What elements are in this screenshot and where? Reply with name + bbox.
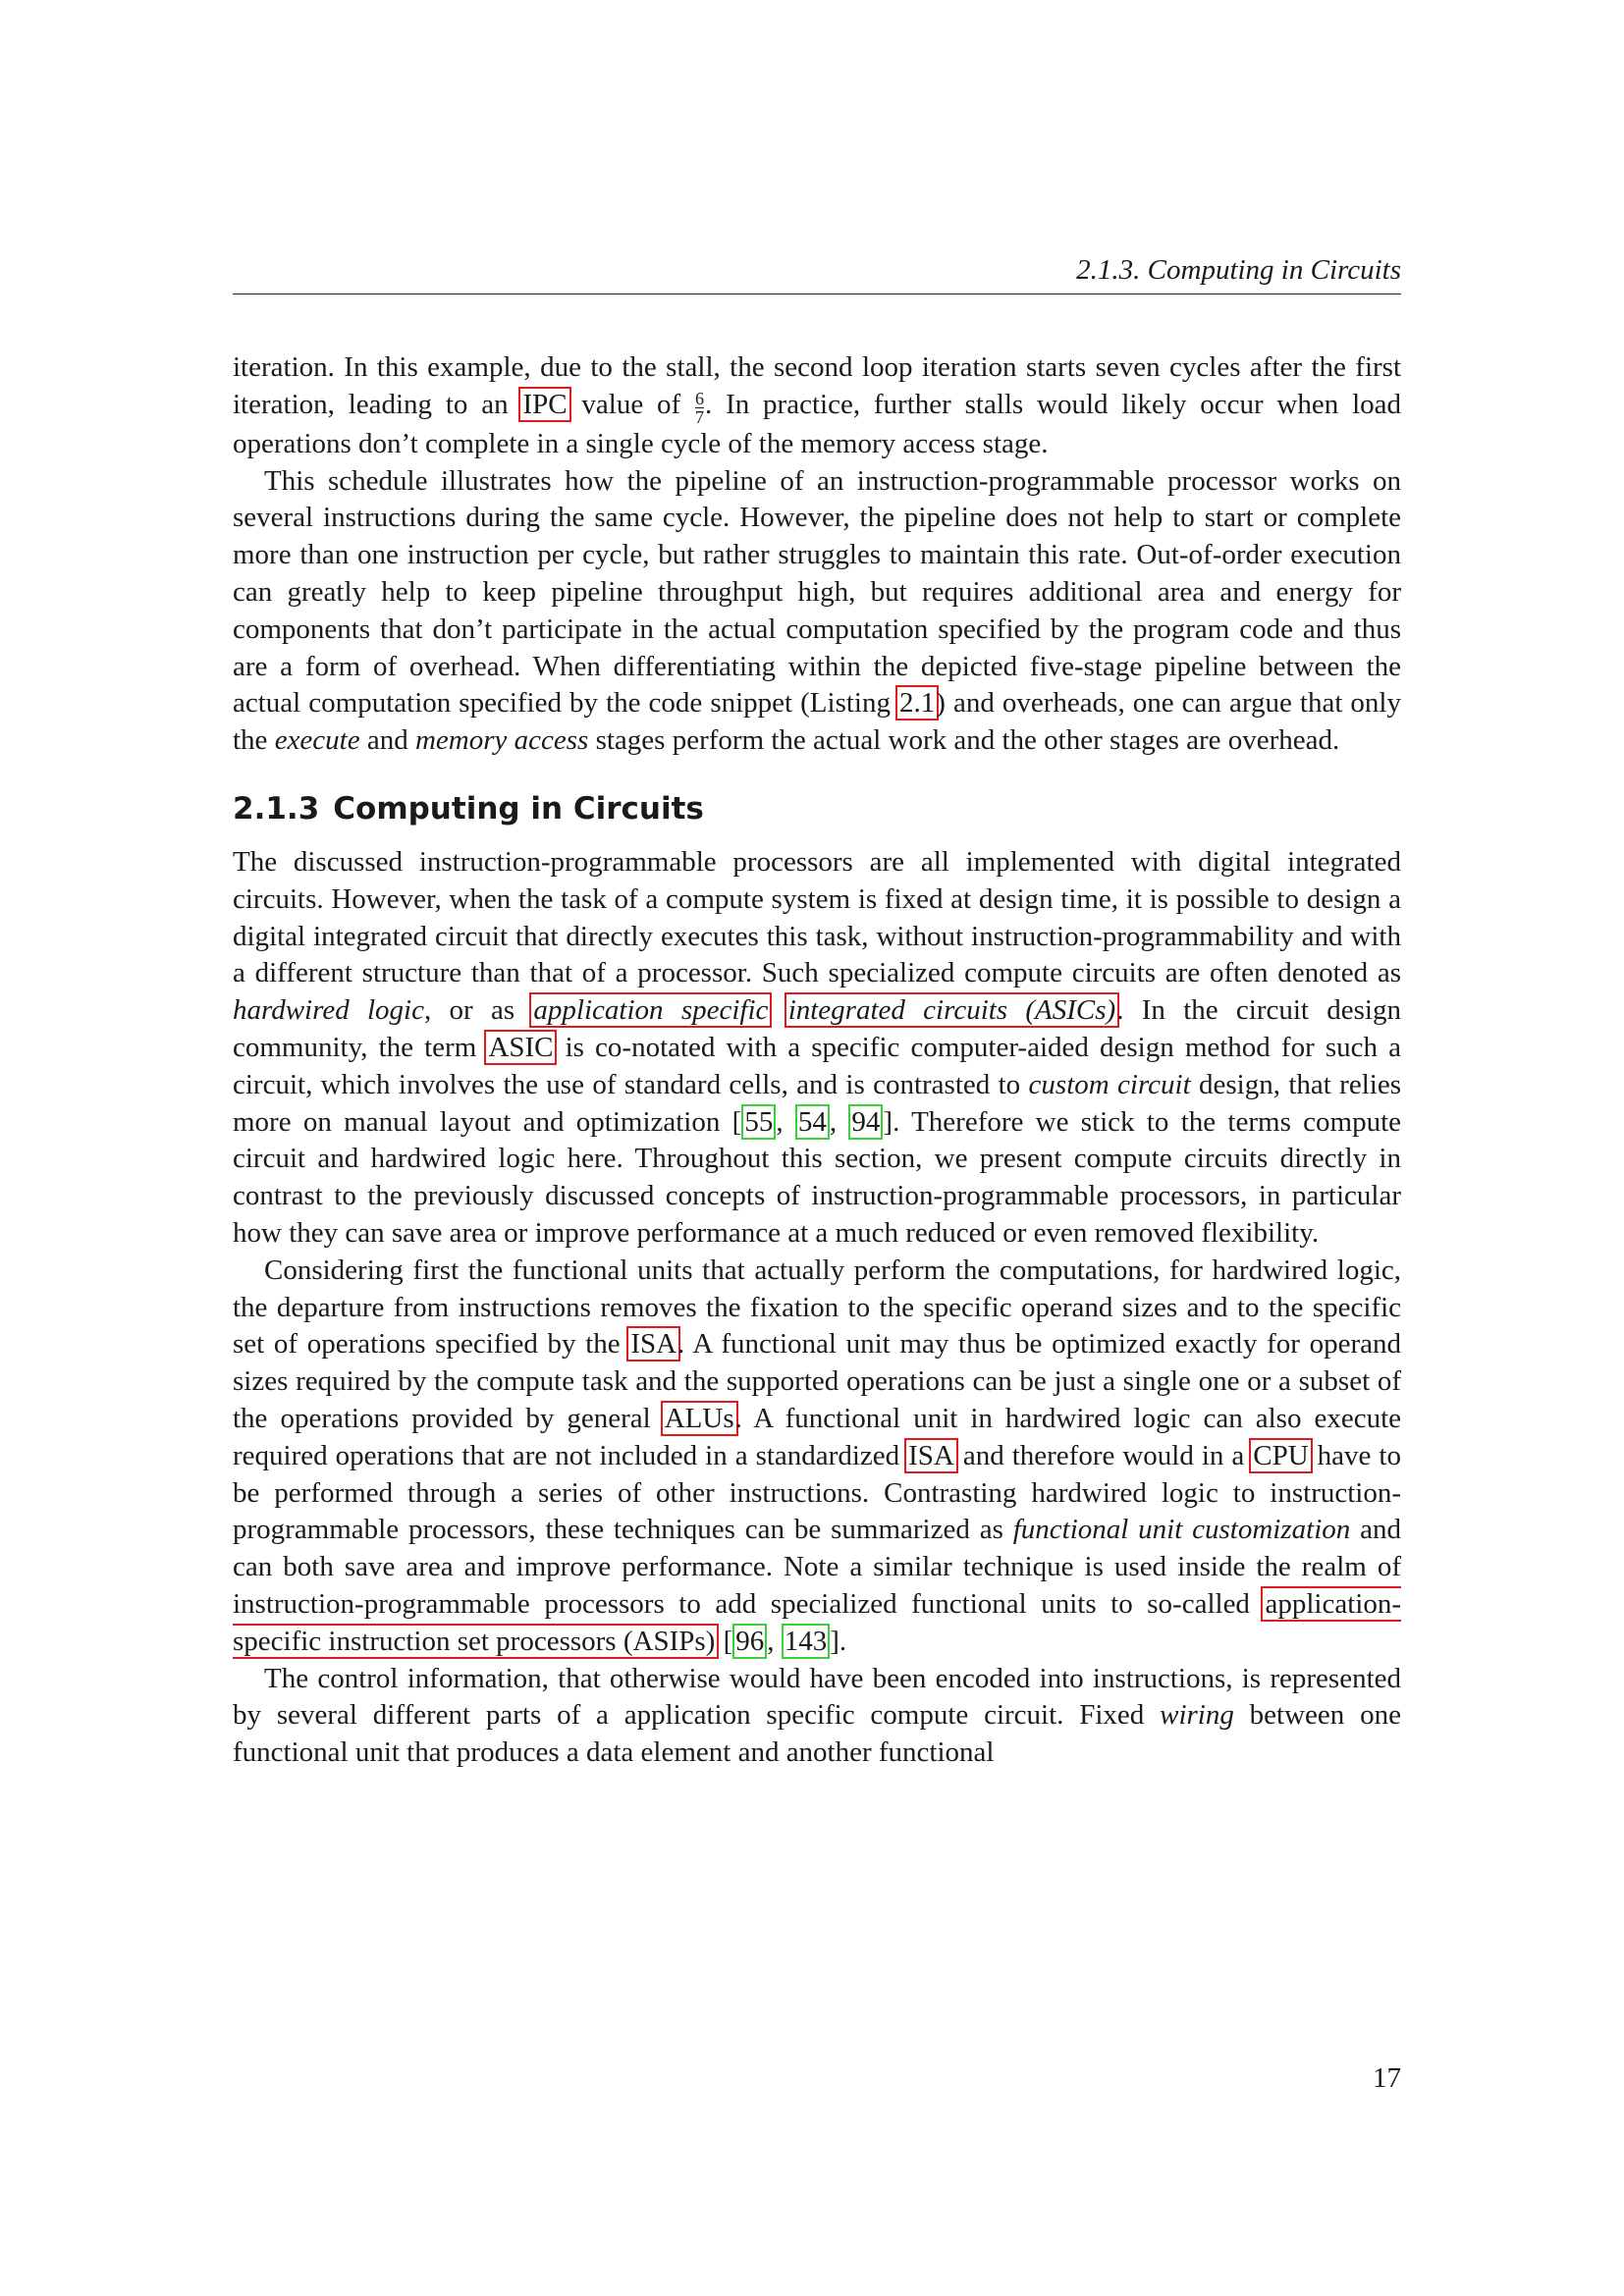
acronym-link-asics-cont[interactable]: integrated circuits (ASICs) xyxy=(785,992,1120,1028)
text-run: and therefore would in a xyxy=(954,1439,1253,1471)
citation-link-94[interactable]: 94 xyxy=(848,1104,883,1140)
paragraph-5 xyxy=(233,1661,1401,1772)
citation-link-96[interactable]: 96 xyxy=(732,1624,767,1659)
section-heading xyxy=(233,789,1401,828)
page-number: 17 xyxy=(1373,2062,1401,2094)
text-run: This schedule illustrates how the pipeline of an instruction-programmable processor works on several instructions during the same cycle. However, the pipeline does not help to start or complete more than one instruction per cycle, but rather struggles to maintain this rate. Out-of-order execution can greatly help to keep pipeline throughput high, but requires additional area and energy for components that don’t participate in the actual computation specified by the program code and thus are a form of overhead. When differentiating within the depicted five-stage pipeline between the actual computation specified by the code snippet (Listing xyxy=(233,464,1401,720)
text-run: ) and overheads, one can argue that only the xyxy=(233,687,1401,757)
text-run: iteration. In this example, due to the stall, the second loop iteration starts seven cycles after the first iteration, leading to an xyxy=(233,351,1401,420)
text-run: have to be performed through a series of other instructions. Contrasting hardwired logic to instruction-programmable processors, these techniques can be summarized as xyxy=(233,1439,1401,1546)
text-run: and can both save area and improve performance. Note a similar technique is used inside the realm of instruction-programmable processors to add specialized functional units to so-called xyxy=(233,1514,1401,1620)
citation-link-54[interactable]: 54 xyxy=(795,1104,830,1140)
text-run: The discussed instruction-programmable processors are all implemented with digital integrated circuits. However, when the task of a compute system is fixed at design time, it is possible to design a digital integrated circuit that directly executes this task, without instruction-programmability and with a different structure than that of a processor. Such specialized compute circuits are often denoted as xyxy=(233,845,1401,989)
text-run: . A functional unit in hardwired logic can also execute required operations that are not included in a standardized xyxy=(233,1402,1402,1471)
fraction-numerator: 6 xyxy=(695,388,705,408)
text-run: . A functional unit may thus be optimized exactly for operand sizes required by the compute task and the supported operations can be just a single one or a subset of the operations provided by general xyxy=(233,1328,1401,1434)
listing-link[interactable]: 2.1 xyxy=(895,685,939,721)
running-head: 2.1.3. Computing in Circuits xyxy=(1076,254,1401,286)
paragraph-3 xyxy=(233,844,1401,1253)
text-run: ]. Therefore we stick to the terms compute circuit and hardwired logic here. Throughout this section, we present compute circuits directly in contrast to the previously discussed concepts of instruction-programmable processors, in particular how they can save area or improve performance at a much reduced or even removed flexibility. xyxy=(233,1105,1402,1249)
section-title: Computing in Circuits xyxy=(333,790,704,827)
emphasis-custom-circuit: custom circuit xyxy=(1028,1068,1191,1100)
acronym-link-asics[interactable]: application specific xyxy=(529,992,772,1028)
acronym-link-asic[interactable]: ASIC xyxy=(484,1030,557,1065)
text-run: and xyxy=(359,724,415,757)
fraction-denominator: 7 xyxy=(695,406,705,427)
text-run: is co-notated with a specific computer-aided design method for such a circuit, which involves the use of standard cells, and is contrasted to xyxy=(233,1031,1401,1100)
emphasis-functional-unit-customization: functional unit customization xyxy=(1012,1514,1351,1546)
text-run: value of xyxy=(568,388,695,420)
text-run: , or as xyxy=(423,994,533,1027)
fraction xyxy=(695,390,704,426)
text-run: , xyxy=(776,1105,795,1138)
text-run: . In the circuit design community, the term xyxy=(233,994,1401,1063)
text-run: between one functional unit that produces a data element and another functional xyxy=(233,1699,1401,1769)
acronym-link-isa-2[interactable]: ISA xyxy=(904,1438,958,1473)
emphasis-hardwired-logic: hardwired logic xyxy=(233,994,424,1027)
acronym-link-cpu[interactable]: CPU xyxy=(1249,1438,1312,1473)
emphasis-memory-access: memory access xyxy=(414,724,589,757)
text-run: stages perform the actual work and the other stages are overhead. xyxy=(588,724,1340,757)
text-run: design, that relies more on manual layout and optimization [ xyxy=(233,1068,1401,1138)
text-run: The control information, that otherwise would have been encoded into instructions, is represented by several different parts of a application specific compute circuit. Fixed xyxy=(233,1662,1401,1732)
text-run: , xyxy=(829,1105,849,1138)
emphasis-execute: execute xyxy=(274,724,360,757)
text-run: . In practice, further stalls would likely occur when load operations don’t complete in a single cycle of the memory access stage. xyxy=(233,388,1401,459)
acronym-link-asips[interactable]: application-specific instruction set processors (ASIPs) xyxy=(233,1587,1401,1657)
citation-link-55[interactable]: 55 xyxy=(741,1104,776,1140)
text-run: [ xyxy=(716,1625,733,1657)
citation-link-143[interactable]: 143 xyxy=(782,1624,831,1659)
paragraph-2 xyxy=(233,463,1401,760)
text-run: Considering first the functional units that actually perform the computations, for hardwired logic, the departure from instructions removes the fixation to the specific operand sizes and to the specific set of operations specified by the xyxy=(233,1254,1401,1361)
text-run: , xyxy=(767,1625,782,1657)
acronym-link-ipc[interactable]: IPC xyxy=(518,387,570,422)
emphasis-wiring: wiring xyxy=(1160,1699,1234,1732)
acronym-link-isa[interactable]: ISA xyxy=(626,1326,680,1362)
acronym-link-alus[interactable]: ALUs xyxy=(661,1401,738,1436)
body-text xyxy=(233,349,1401,1772)
paragraph-1 xyxy=(233,349,1401,463)
paragraph-4 xyxy=(233,1253,1401,1661)
section-number: 2.1.3 xyxy=(233,790,320,827)
text-run: ]. xyxy=(830,1625,847,1657)
